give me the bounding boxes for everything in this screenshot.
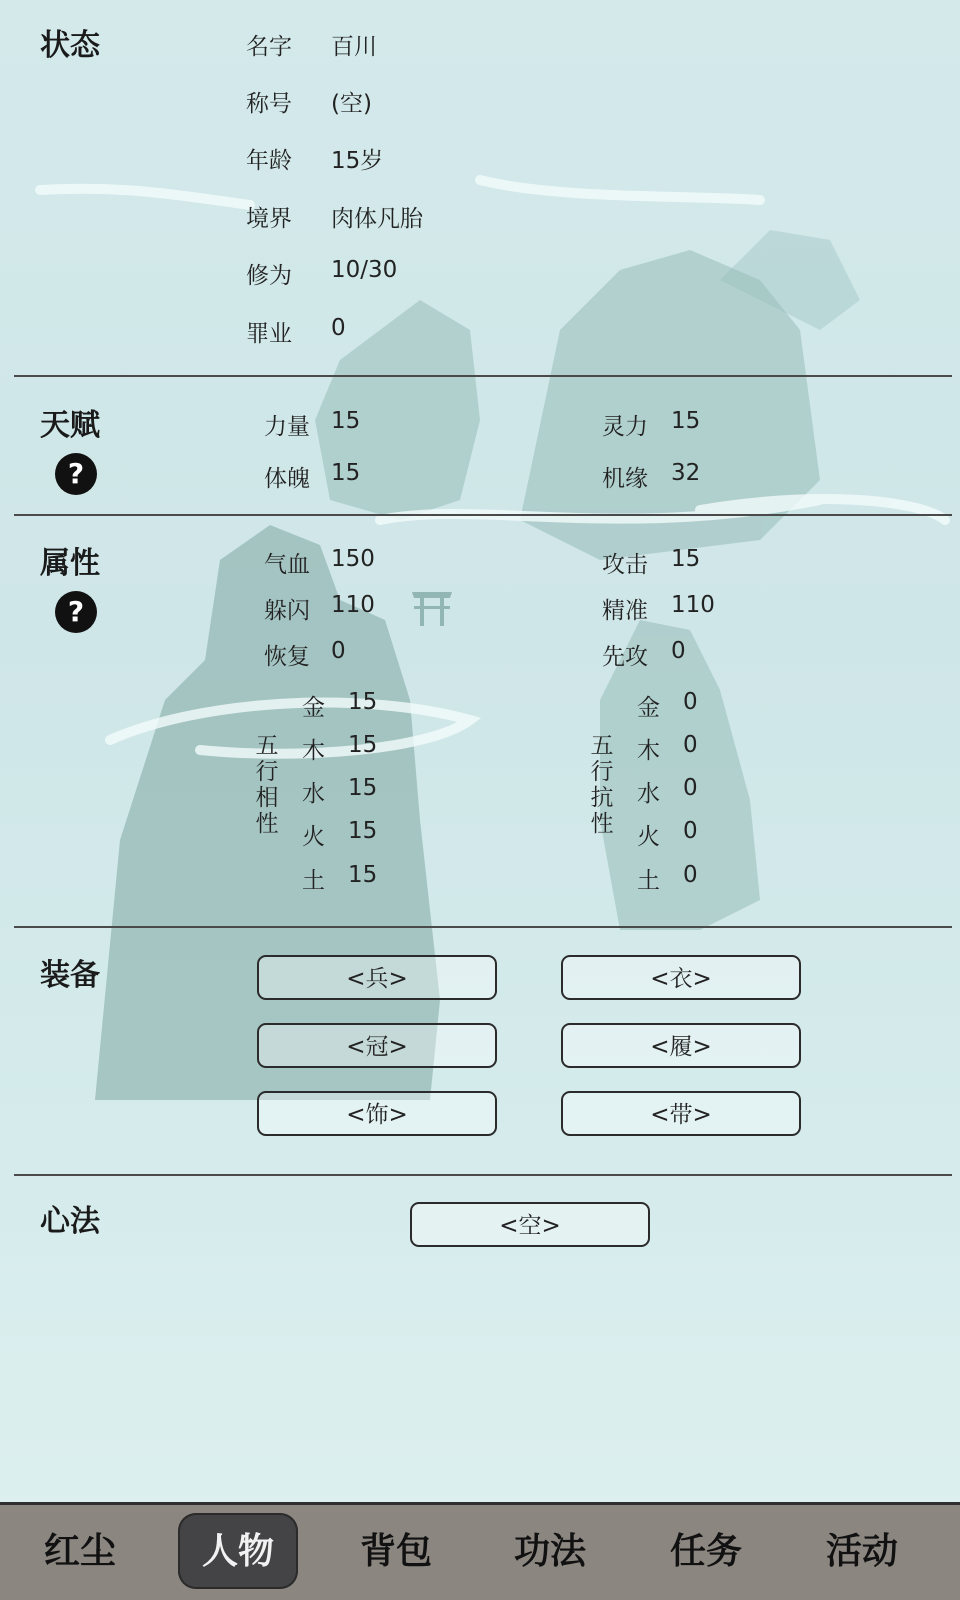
affinity-wood-key: 木: [302, 738, 325, 764]
karma-key: 罪业: [246, 321, 292, 347]
section-divider: [14, 375, 952, 377]
nav-tab-skills[interactable]: 功法: [513, 1530, 586, 1572]
affinity-earth-key: 土: [302, 868, 325, 894]
name-key: 名字: [246, 34, 292, 60]
attributes-help-icon[interactable]: ?: [55, 591, 97, 633]
element-resistance-label: 五行抗性: [590, 733, 614, 837]
equipment-section-label: 装备: [40, 958, 100, 993]
attack-value: 15: [671, 546, 701, 572]
hp-value: 150: [331, 546, 375, 572]
resist-earth-key: 土: [637, 868, 660, 894]
clothing-slot-button[interactable]: <衣>: [561, 955, 801, 1000]
fortune-value: 32: [671, 460, 701, 486]
weapon-slot-button[interactable]: <兵>: [257, 955, 497, 1000]
resist-metal-value: 0: [683, 689, 698, 715]
initiative-key: 先攻: [602, 644, 648, 670]
strength-key: 力量: [264, 414, 310, 440]
bottom-nav-bar: [0, 1502, 960, 1600]
spirit-key: 灵力: [602, 414, 648, 440]
realm-value: 肉体凡胎: [331, 206, 423, 232]
nav-tab-quests[interactable]: 任务: [669, 1530, 742, 1572]
physique-value: 15: [331, 460, 361, 486]
strength-value: 15: [331, 408, 361, 434]
resist-fire-value: 0: [683, 818, 698, 844]
resist-water-key: 水: [637, 781, 660, 807]
affinity-fire-value: 15: [348, 818, 378, 844]
affinity-water-key: 水: [302, 781, 325, 807]
resist-wood-key: 木: [637, 738, 660, 764]
resist-water-value: 0: [683, 775, 698, 801]
element-affinity-label: 五行相性: [255, 733, 279, 837]
title-value: (空): [331, 91, 372, 117]
attack-key: 攻击: [602, 552, 648, 578]
resist-wood-value: 0: [683, 732, 698, 758]
fortune-key: 机缘: [602, 466, 648, 492]
section-divider: [14, 926, 952, 928]
hp-key: 气血: [264, 552, 310, 578]
affinity-fire-key: 火: [302, 824, 325, 850]
section-divider: [14, 1174, 952, 1176]
crown-slot-button[interactable]: <冠>: [257, 1023, 497, 1068]
accessory-slot-button[interactable]: <饰>: [257, 1091, 497, 1136]
spirit-value: 15: [671, 408, 701, 434]
initiative-value: 0: [671, 638, 686, 664]
attributes-section-label: 属性: [40, 546, 100, 581]
talent-section-label: 天赋: [40, 408, 100, 443]
recovery-value: 0: [331, 638, 346, 664]
cultivation-key: 修为: [246, 263, 292, 289]
age-key: 年龄: [246, 148, 292, 174]
affinity-wood-value: 15: [348, 732, 378, 758]
physique-key: 体魄: [264, 466, 310, 492]
belt-slot-button[interactable]: <带>: [561, 1091, 801, 1136]
affinity-metal-key: 金: [302, 695, 325, 721]
affinity-earth-value: 15: [348, 862, 378, 888]
nav-tab-character[interactable]: 人物: [178, 1513, 298, 1589]
affinity-metal-value: 15: [348, 689, 378, 715]
accuracy-key: 精准: [602, 598, 648, 624]
dodge-value: 110: [331, 592, 375, 618]
section-divider: [14, 514, 952, 516]
title-key: 称号: [246, 91, 292, 117]
age-value: 15岁: [331, 148, 384, 174]
mind-method-slot-button[interactable]: <空>: [410, 1202, 650, 1247]
mind-method-section-label: 心法: [40, 1204, 100, 1239]
resist-earth-value: 0: [683, 862, 698, 888]
dodge-key: 躲闪: [264, 598, 310, 624]
affinity-water-value: 15: [348, 775, 378, 801]
accuracy-value: 110: [671, 592, 715, 618]
resist-fire-key: 火: [637, 824, 660, 850]
nav-tab-worldly[interactable]: 红尘: [43, 1530, 116, 1572]
realm-key: 境界: [246, 206, 292, 232]
status-section-label: 状态: [40, 28, 100, 63]
name-value: 百川: [331, 34, 377, 60]
karma-value: 0: [331, 315, 346, 341]
shoes-slot-button[interactable]: <履>: [561, 1023, 801, 1068]
nav-tab-events[interactable]: 活动: [825, 1530, 898, 1572]
talent-help-icon[interactable]: ?: [55, 453, 97, 495]
recovery-key: 恢复: [264, 644, 310, 670]
nav-tab-bag[interactable]: 背包: [359, 1530, 432, 1572]
cultivation-value: 10/30: [331, 257, 398, 283]
resist-metal-key: 金: [637, 695, 660, 721]
